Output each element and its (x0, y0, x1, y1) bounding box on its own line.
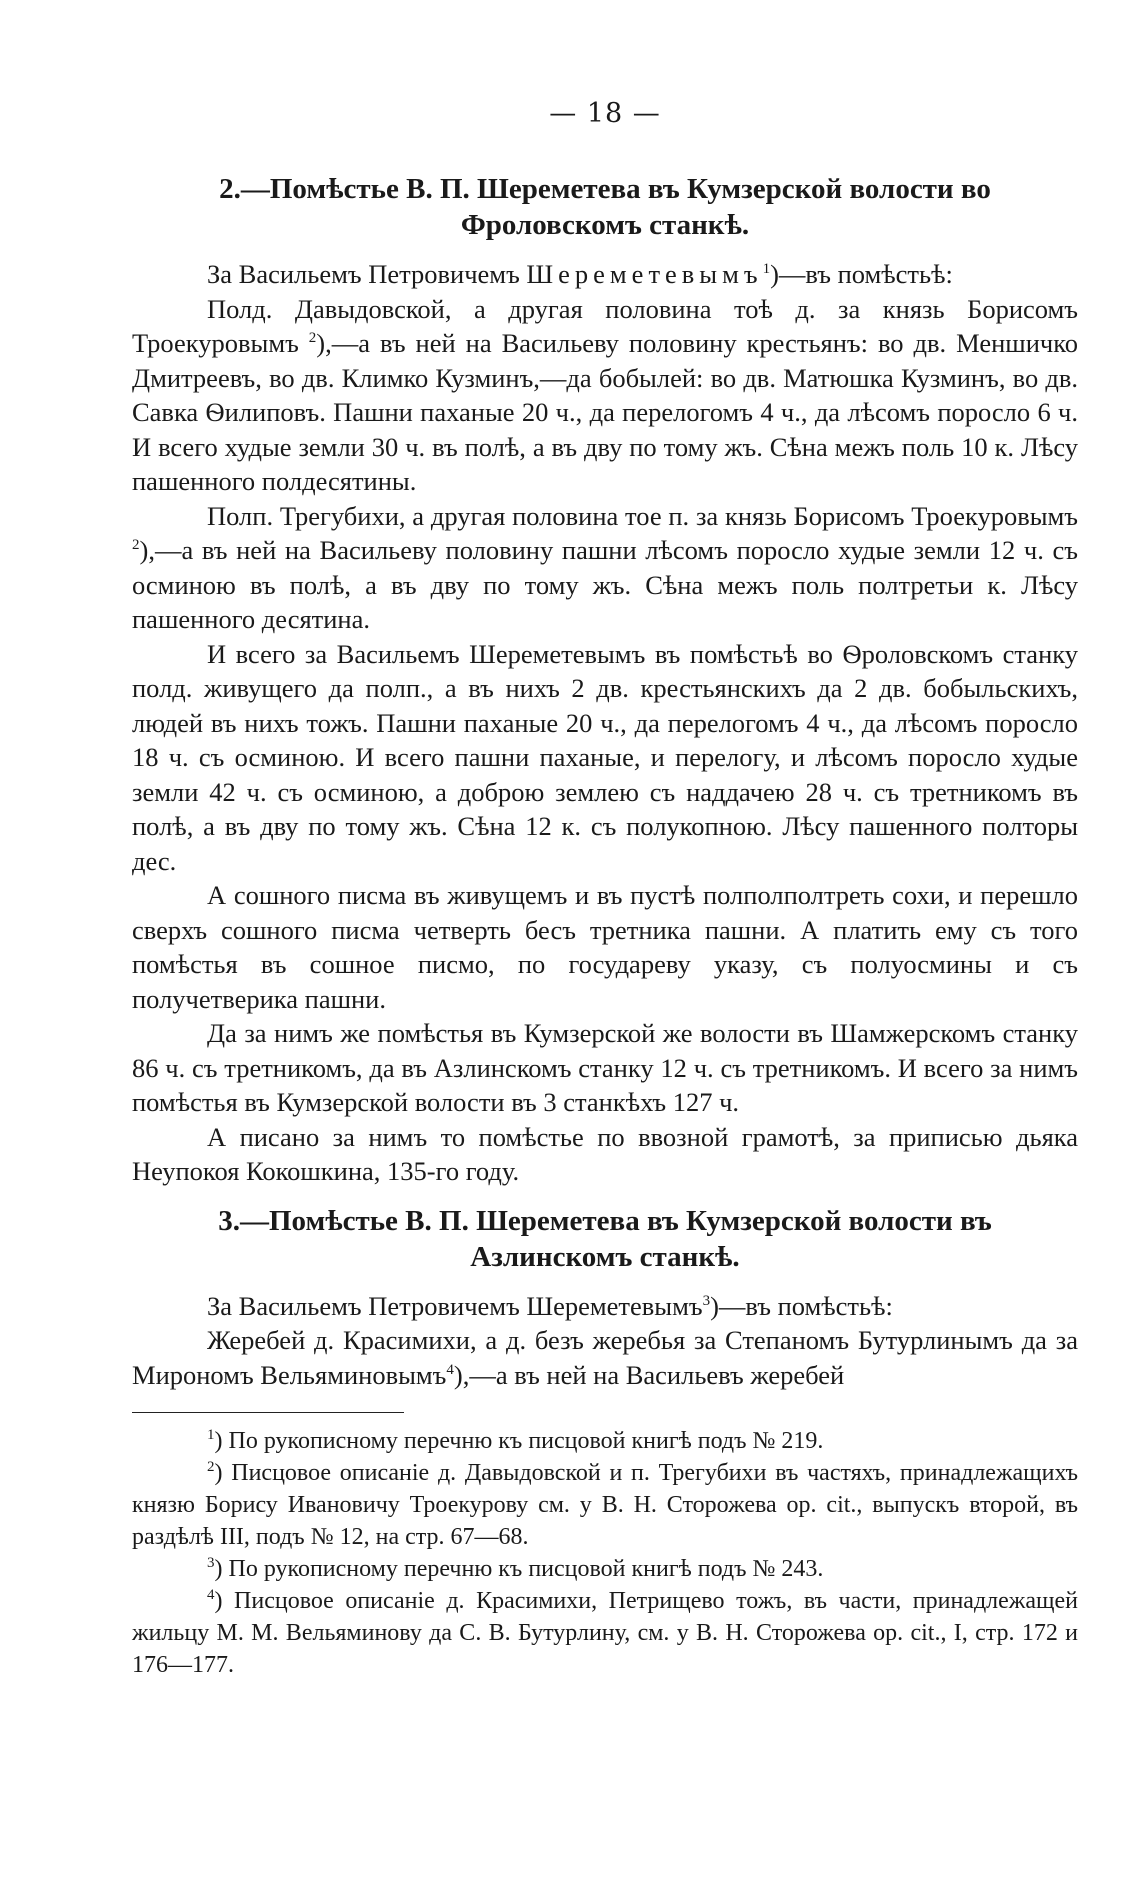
section-2-heading (132, 171, 1078, 243)
page (132, 98, 1078, 1681)
paragraph: Полп. Трегубихи, а другая половина тое п. за князь Борисомъ Троекуровымъ $^2$),—а въ ней на Васильеву половину пашни лѣсомъ поросло худые земли 12 ч. съ осминою въ полѣ, а въ дву по тому жъ. Сѣна межъ поль полтретьи к. Лѣсу пашенного десятина. (132, 500, 1078, 634)
footnote-ref: 4 (446, 1361, 454, 1378)
footnote-mark: 1 (207, 1427, 215, 1443)
spaced-name: Шереметевымъ (526, 259, 763, 289)
paragraph: Да за нимъ же помѣстья въ Кумзерской же волости въ Шамжерскомъ станку 86 ч. съ третникомъ, да въ Азлинскомъ станку 12 ч. съ третникомъ. И всего за нимъ помѣстья въ Кумзерской волости въ 3 станкѣхъ 127 ч. (132, 1018, 1078, 1117)
section-2-heading-line-2: Фроловскомъ станкѣ. (460, 209, 750, 241)
footnote: $^2$) Писцовое описаніе д. Давыдовской и п. Трегубихи въ частяхъ, принадлежащихъ князю Борису Ивановичу Троекурову см. у В. Н. Сторожева op. cit., выпускъ второй, въ раздѣлѣ III, подъ № 12, на стр. 67—68. (132, 1459, 1078, 1550)
paragraph: И всего за Васильемъ Шереметевымъ въ помѣстьѣ во Ѳроловскомъ станку полд. живущего да полп., а въ нихъ 2 дв. крестьянскихъ да 2 дв. бобыльскихъ, людей въ нихъ тожъ. Пашни паханые 20 ч., да перелогомъ 4 ч., да лѣсомъ поросло 18 ч. съ осминою. И всего пашни паханые, и перелогу, и лѣсомъ поросло худые земли 42 ч. съ осминою, а доброю землею съ наддачею 28 ч. съ третникомъ въ полѣ, а въ дву по тому жъ. Сѣна 12 к. съ полукопною. Лѣсу пашенного полторы дес. (132, 638, 1078, 876)
section-3-heading-line-2: Азлинскомъ станкѣ. (470, 1240, 740, 1273)
footnote-mark: 2 (207, 1459, 215, 1475)
footnotes (132, 1425, 1078, 1681)
footnote-mark: 3 (207, 1555, 215, 1571)
paragraph: За Васильемъ Петровичемъ Шереметевымъ$^3$)—въ помѣстьѣ: (207, 1290, 893, 1321)
footnote-mark: 4 (207, 1587, 215, 1603)
section-2-heading-line-1: 2.—Помѣстье В. П. Шереметева въ Кумзерской волости во (219, 173, 991, 205)
section-2-body (132, 257, 1078, 1189)
footnote: $^4$) Писцовое описаніе д. Красимихи, Петрищево тожъ, въ части, принадлежащей жильцу М. М. Вельяминову да С. В. Бутурлину, см. у В. Н. Сторожева op. cit., I, стр. 172 и 176—177. (132, 1587, 1078, 1678)
section-3-body (132, 1289, 1078, 1393)
paragraph: Жеребей д. Красимихи, а д. безъ жеребья за Степаномъ Бутурлинымъ да за Мирономъ Вельяминовымъ$^4$),—а въ ней на Васильевъ жеребей (132, 1325, 1078, 1390)
section-3-heading-line-1: 3.—Помѣстье В. П. Шереметева въ Кумзерской волости въ (218, 1204, 992, 1237)
section-3-heading (132, 1203, 1078, 1275)
page-number: — 18 — (549, 98, 661, 129)
paragraph: А сошного писма въ живущемъ и въ пустѣ полполполтреть сохи, и перешло сверхъ сошного писма четверть бесъ третника пашни. А платить ему съ того помѣстья въ сошное писмо, по государеву указу, съ полуосмины и съ получетверика пашни. (132, 880, 1078, 1014)
footnote-divider (132, 1412, 404, 1413)
paragraph: А писано за нимъ то помѣстье по ввозной грамотѣ, за приписью дьяка Неупокоя Кокошкина, 135-го году. (132, 1121, 1078, 1186)
footnote: $^1$) По рукописному перечню къ писцовой книгѣ подъ № 219. (207, 1427, 824, 1454)
footnote: $^3$) По рукописному перечню къ писцовой книгѣ подъ № 243. (207, 1555, 824, 1582)
paragraph: Полд. Давыдовской, а другая половина тоѣ д. за князь Борисомъ Троекуровымъ $^2$),—а въ ней на Васильеву половину крестьянъ: во дв. Меншичко Дмитреевъ, во дв. Климко Кузминъ,—да бобылей: во дв. Матюшка Кузминъ, во дв. Савка Ѳилиповъ. Пашни паханые 20 ч., да перелогомъ 4 ч., да лѣсомъ поросло 6 ч. И всего худые земли 30 ч. въ полѣ, а въ дву по тому жъ. Сѣна межъ поль 10 к. Лѣсу пашенного полдесятины. (132, 293, 1078, 496)
footnote-ref: 2 (132, 537, 140, 554)
paragraph: За Васильемъ Петровичемъ Шереметевымъ$^1$)—въ помѣстьѣ: (207, 259, 953, 289)
footnote-ref: 1 (762, 261, 771, 278)
footnote-ref: 2 (308, 330, 317, 347)
footnote-ref: 3 (702, 1292, 711, 1309)
